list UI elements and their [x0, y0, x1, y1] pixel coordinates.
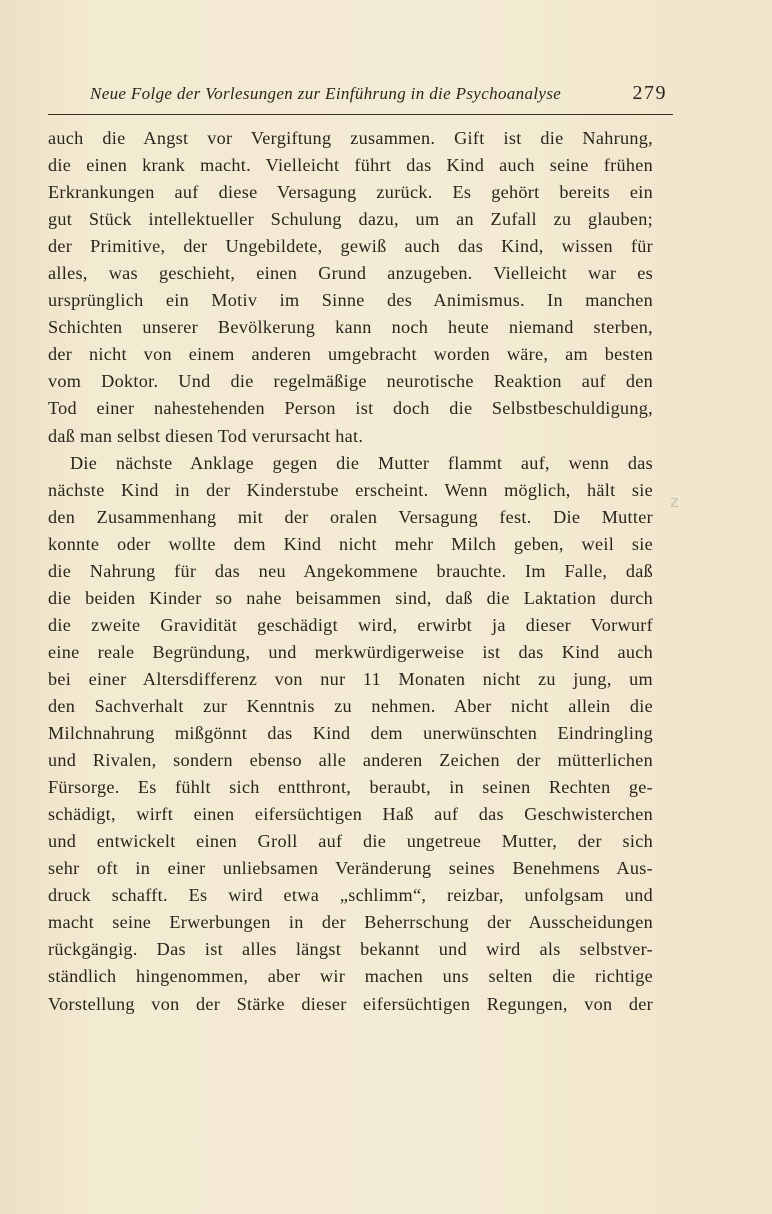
text-line: Tod einer nahestehenden Person ist doch die Selbstbeschuldigung,	[48, 398, 653, 419]
text-line: ursprünglich ein Motiv im Sinne des Animismus. In manchen	[48, 290, 653, 311]
body-text	[48, 125, 653, 1018]
text-line: den Sachverhalt zur Kenntnis zu nehmen. Aber nicht allein die	[48, 695, 653, 716]
text-line: macht seine Erwerbungen in der Beherrschung der Ausscheidungen	[48, 912, 653, 933]
text-line: die einen krank macht. Vielleicht führt das Kind auch seine frühen	[48, 155, 653, 176]
text-line: sehr oft in einer unliebsamen Veränderung seines Benehmens Aus-	[48, 858, 653, 879]
margin-pencil-mark: z	[670, 492, 679, 511]
text-line: ständlich hingenommen, aber wir machen uns selten die richtige	[48, 966, 653, 987]
text-line: rückgängig. Das ist alles längst bekannt und wird als selbstver-	[48, 939, 653, 960]
text-line: und Rivalen, sondern ebenso alle anderen Zeichen der mütterlichen	[48, 750, 653, 771]
text-line: druck schafft. Es wird etwa „schlimm“, reizbar, unfolgsam und	[48, 885, 653, 906]
text-line: Fürsorge. Es fühlt sich entthront, beraubt, in seinen Rechten ge-	[48, 777, 653, 798]
running-title: Neue Folge der Vorlesungen zur Einführung in die Psychoanalyse	[90, 84, 562, 103]
text-line: schädigt, wirft einen eifersüchtigen Haß auf das Geschwisterchen	[48, 804, 653, 825]
text-line: Milchnahrung mißgönnt das Kind dem unerwünschten Eindringling	[48, 723, 653, 744]
text-line: Schichten unserer Bevölkerung kann noch heute niemand sterben,	[48, 317, 653, 338]
text-line: daß man selbst diesen Tod verursacht hat.	[48, 425, 364, 446]
text-line: konnte oder wollte dem Kind nicht mehr Milch geben, weil sie	[48, 533, 653, 554]
text-line: den Zusammenhang mit der oralen Versagung fest. Die Mutter	[48, 506, 653, 527]
text-line: der nicht von einem anderen umgebracht worden wäre, am besten	[48, 344, 653, 365]
text-line: Vorstellung von der Stärke dieser eifersüchtigen Regungen, von der	[48, 993, 653, 1014]
text-line: die Nahrung für das neu Angekommene brauchte. Im Falle, daß	[48, 560, 653, 581]
text-line: Die nächste Anklage gegen die Mutter flammt auf, wenn das	[70, 452, 653, 473]
text-line: auch die Angst vor Vergiftung zusammen. Gift ist die Nahrung,	[48, 128, 653, 148]
text-line: alles, was geschieht, einen Grund anzugeben. Vielleicht war es	[48, 263, 653, 284]
running-header	[48, 78, 673, 115]
text-line: nächste Kind in der Kinderstube erscheint. Wenn möglich, hält sie	[48, 479, 653, 500]
text-line: und entwickelt einen Groll auf die ungetreue Mutter, der sich	[48, 831, 653, 852]
text-line: bei einer Altersdifferenz von nur 11 Monaten nicht zu jung, um	[48, 668, 653, 689]
page-number: 279	[632, 82, 667, 104]
text-line: gut Stück intellektueller Schulung dazu, um an Zufall zu glauben;	[48, 209, 653, 230]
text-line: der Primitive, der Ungebildete, gewiß auch das Kind, wissen für	[48, 236, 653, 257]
text-line: vom Doktor. Und die regelmäßige neurotische Reaktion auf den	[48, 371, 653, 392]
text-line: die beiden Kinder so nahe beisammen sind, daß die Laktation durch	[48, 587, 653, 608]
text-line: die zweite Gravidität geschädigt wird, erwirbt ja dieser Vorwurf	[48, 614, 653, 635]
text-line: eine reale Begründung, und merkwürdigerweise ist das Kind auch	[48, 641, 653, 662]
text-line: Erkrankungen auf diese Versagung zurück. Es gehört bereits ein	[48, 182, 653, 203]
